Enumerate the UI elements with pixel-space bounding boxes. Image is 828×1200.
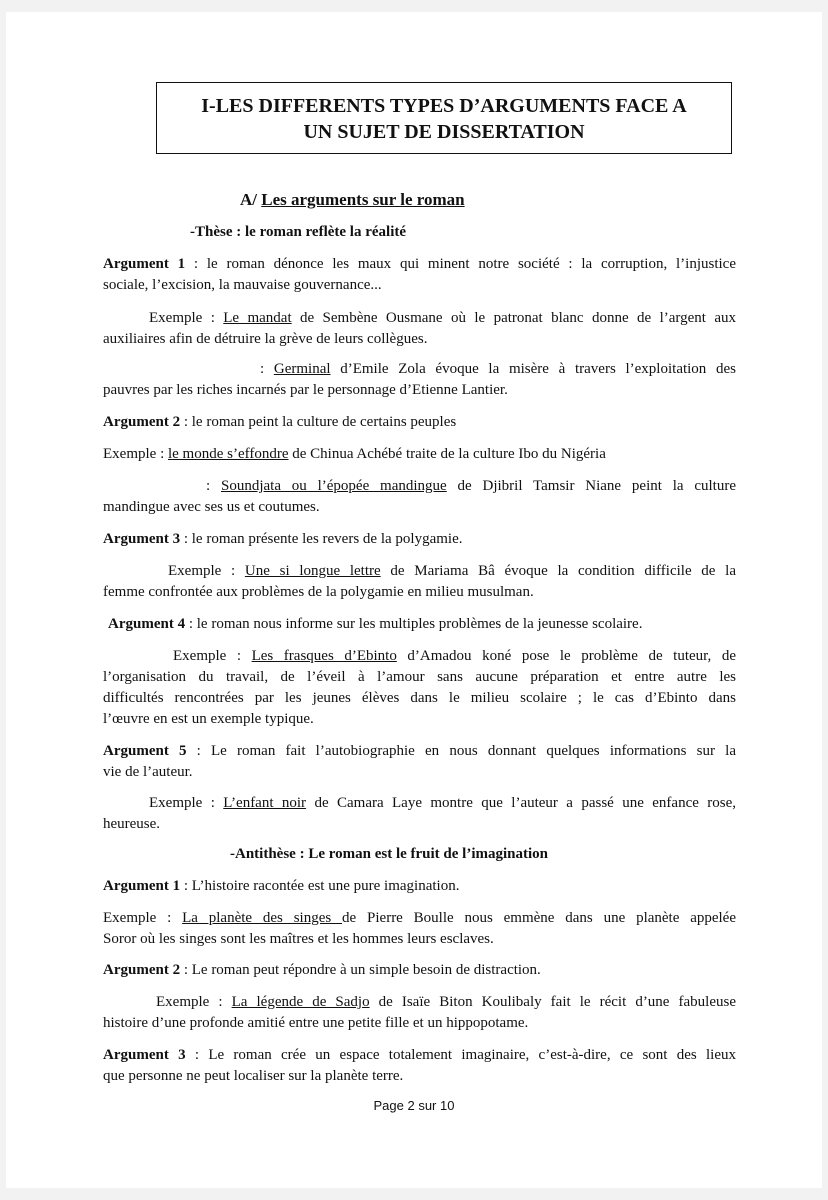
anti-argument-1: Argument 1 : L’histoire racontée est une pure imagination. xyxy=(103,878,460,894)
these-example-4-line-2: l’organisation du travail, de l’éveil à l’amour sans aucune préparation et entre autre les xyxy=(103,669,736,685)
these-example-5-cont: heureuse. xyxy=(103,816,161,832)
anti-example-1: Exemple : La planète des singes de Pierre Boulle nous emmène dans une planète appelée xyxy=(103,910,736,926)
these-example-2b: : Soundjata ou l’épopée mandingue de Djibril Tamsir Niane peint la culture xyxy=(206,478,736,494)
these-example-1b-cont: pauvres par les riches incarnés par le personnage d’Etienne Lantier. xyxy=(103,382,508,398)
these-argument-5: Argument 5 : Le roman fait l’autobiographie en nous donnant quelques informations sur la xyxy=(103,743,736,759)
anti-example-2-cont: histoire d’une profonde amitié entre une petite fille et un hippopotame. xyxy=(103,1015,529,1031)
document-page xyxy=(6,12,822,1188)
these-argument-1: Argument 1 : le roman dénonce les maux qui minent notre société : la corruption, l’injustice xyxy=(103,256,737,272)
title-line-2: UN SUJET DE DISSERTATION xyxy=(303,121,585,143)
title-line-1: I-LES DIFFERENTS TYPES D’ARGUMENTS FACE A xyxy=(201,95,687,117)
these-argument-2: Argument 2 : le roman peint la culture de certains peuples xyxy=(103,414,457,430)
anti-example-2: Exemple : La légende de Sadjo de Isaïe Biton Koulibaly fait le récit d’une fabuleuse xyxy=(156,994,737,1010)
antithese-heading: -Antithèse : Le roman est le fruit de l’imagination xyxy=(230,846,549,862)
chapter-title-box xyxy=(156,82,732,154)
these-example-2: Exemple : le monde s’effondre de Chinua Achébé traite de la culture Ibo du Nigéria xyxy=(103,446,606,462)
these-example-4-line-4: l’œuvre en est un exemple typique. xyxy=(103,711,314,727)
these-argument-5-cont: vie de l’auteur. xyxy=(103,764,193,780)
anti-example-1-cont: Soror où les singes sont les maîtres et les hommes leurs esclaves. xyxy=(103,931,494,947)
these-example-3: Exemple : Une si longue lettre de Mariama Bâ évoque la condition difficile de la xyxy=(168,563,736,579)
these-argument-4: Argument 4 : le roman nous informe sur les multiples problèmes de la jeunesse scolaire. xyxy=(108,616,643,632)
these-example-4: Exemple : Les frasques d’Ebinto d’Amadou koné pose le problème de tuteur, de xyxy=(173,648,736,664)
page-number: Page 2 sur 10 xyxy=(373,1098,455,1113)
these-argument-3: Argument 3 : le roman présente les revers de la polygamie. xyxy=(103,531,463,547)
anti-argument-3-cont: que personne ne peut localiser sur la planète terre. xyxy=(103,1068,404,1084)
these-example-2b-cont: mandingue avec ses us et coutumes. xyxy=(103,499,320,515)
these-argument-1-cont: sociale, l’excision, la mauvaise gouvernance... xyxy=(103,277,382,293)
these-example-5: Exemple : L’enfant noir de Camara Laye montre que l’auteur a passé une enfance rose, xyxy=(149,795,737,811)
section-heading: A/ Les arguments sur le roman xyxy=(240,190,465,209)
these-example-1: Exemple : Le mandat de Sembène Ousmane où le patronat blanc donne de l’argent aux xyxy=(149,310,736,326)
these-example-4-line-3: difficultés rencontrées par les jeunes élèves dans le milieu scolaire ; le cas d’Ebinto dans xyxy=(103,690,736,706)
these-heading: -Thèse : le roman reflète la réalité xyxy=(190,224,407,240)
these-example-1-cont: auxiliaires afin de détruire la grève de leurs collègues. xyxy=(103,331,428,347)
anti-argument-2: Argument 2 : Le roman peut répondre à un simple besoin de distraction. xyxy=(103,962,541,978)
these-example-1b: : Germinal d’Emile Zola évoque la misère à travers l’exploitation des xyxy=(260,361,736,377)
these-example-3-cont: femme confrontée aux problèmes de la polygamie en milieu musulman. xyxy=(103,584,534,600)
anti-argument-3: Argument 3 : Le roman crée un espace totalement imaginaire, c’est-à-dire, ce sont des lieux xyxy=(103,1047,736,1063)
